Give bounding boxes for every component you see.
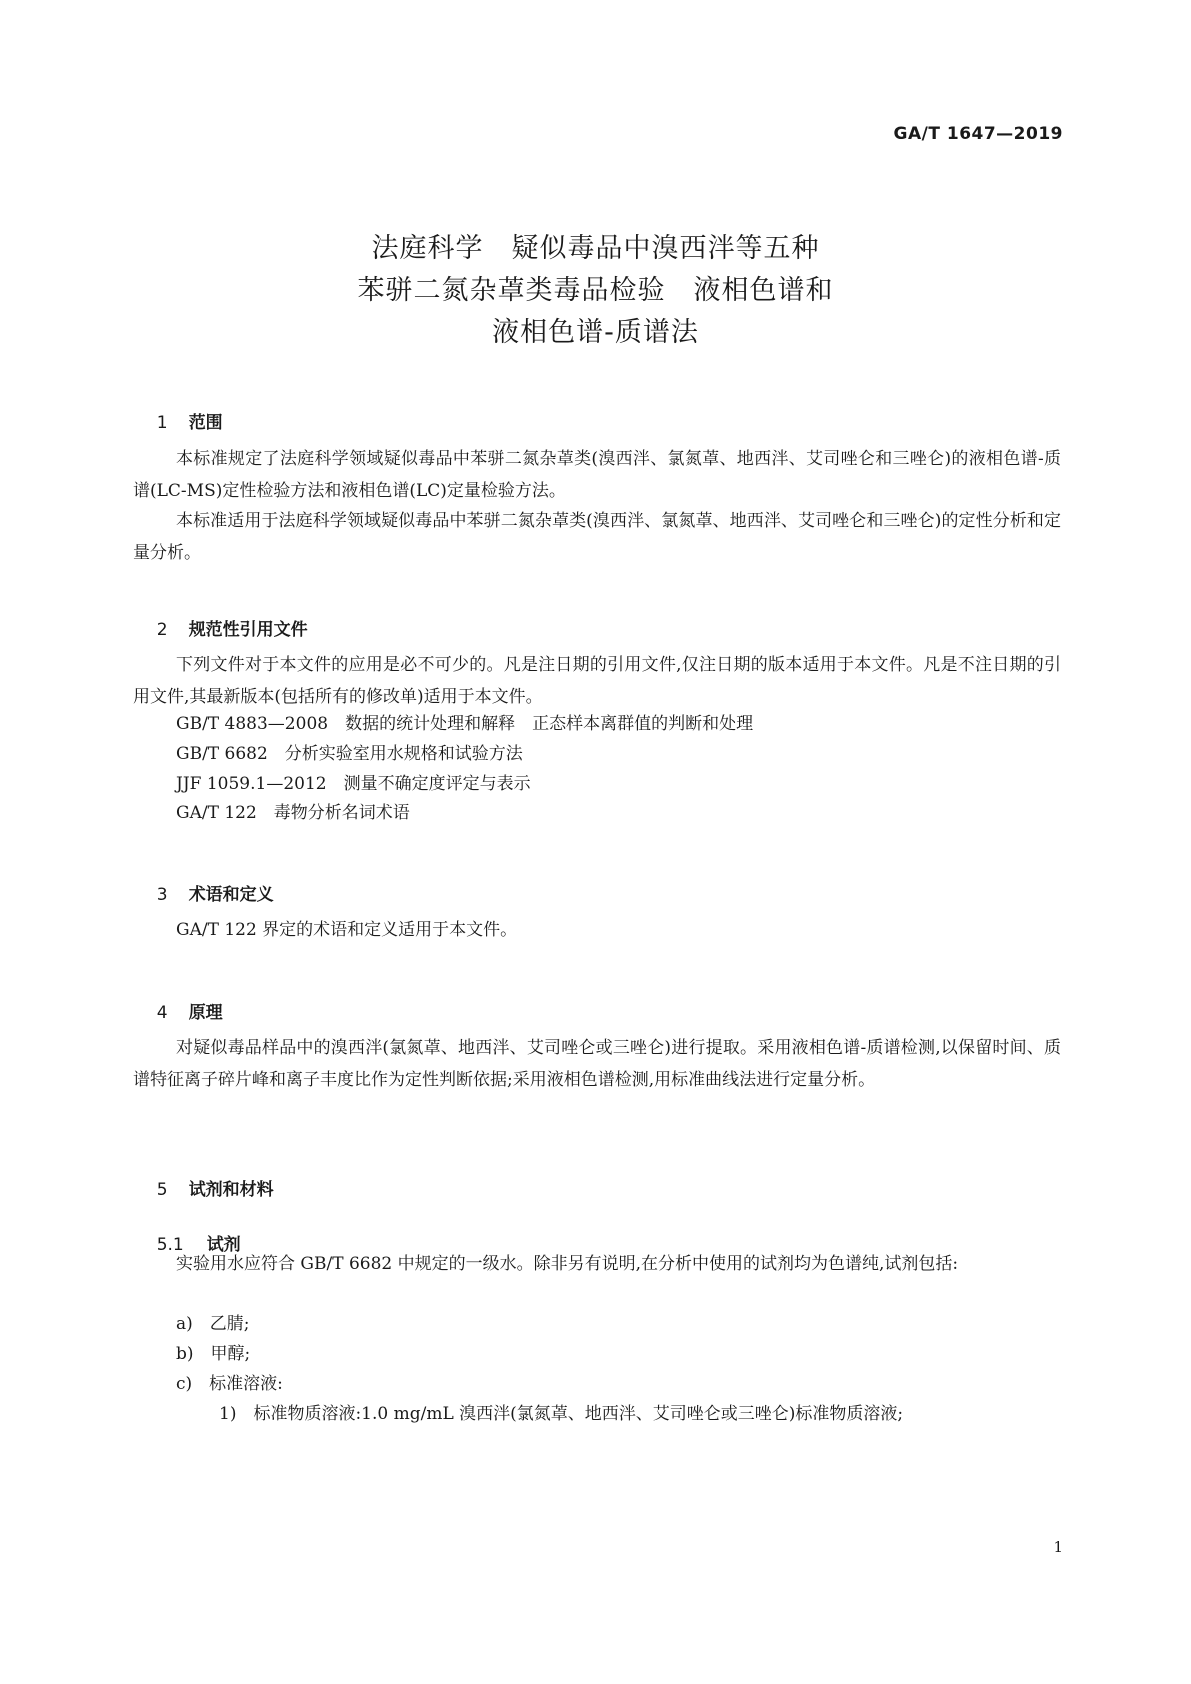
section-number: 4 <box>156 1003 168 1023</box>
page-number: 1 <box>1053 1538 1063 1556</box>
section-5-1-paragraph-1: 实验用水应符合 GB/T 6682 中规定的一级水。除非另有说明,在分析中使用的试剂均为色谱纯,试剂包括: <box>176 1254 959 1274</box>
section-title: 术语和定义 <box>188 885 274 905</box>
section-number: 5.1 <box>156 1235 184 1255</box>
title-line-3: 液相色谱-质谱法 <box>492 317 699 348</box>
section-title: 试剂 <box>206 1235 241 1255</box>
section-4-paragraph-1: 对疑似毒品样品中的溴西泮(氯氮䓬、地西泮、艾司唑仑或三唑仑)进行提取。采用液相色谱-质谱检测,以保留时间、质谱特征离子碎片峰和离子丰度比作为定性判断依据;采用液相色谱检测,用标准曲线法进行定量分析。 <box>133 1038 1061 1090</box>
list-item: c) 标准溶液: <box>176 1374 283 1394</box>
section-number: 5 <box>156 1180 168 1200</box>
reference-item: JJF 1059.1—2012 测量不确定度评定与表示 <box>176 774 531 794</box>
list-item: a) 乙腈; <box>176 1314 250 1334</box>
list-item: b) 甲醇; <box>176 1344 251 1364</box>
standard-code: GA/T 1647—2019 <box>893 124 1063 144</box>
section-2-paragraph-1: 下列文件对于本文件的应用是必不可少的。凡是注日期的引用文件,仅注日期的版本适用于本文件。凡是不注日期的引用文件,其最新版本(包括所有的修改单)适用于本文件。 <box>133 655 1061 707</box>
reference-item: GB/T 4883—2008 数据的统计处理和解释 正态样本离群值的判断和处理 <box>176 714 754 734</box>
title-line-1: 法庭科学 疑似毒品中溴西泮等五种 <box>371 233 820 264</box>
section-title: 范围 <box>188 413 223 433</box>
title-line-2: 苯骈二氮杂䓬类毒品检验 液相色谱和 <box>357 275 834 306</box>
section-3-paragraph-1: GA/T 122 界定的术语和定义适用于本文件。 <box>176 920 518 940</box>
section-number: 1 <box>156 413 168 433</box>
section-title: 试剂和材料 <box>188 1180 274 1200</box>
section-title: 规范性引用文件 <box>188 620 308 640</box>
document-title <box>0 228 1191 354</box>
reference-item: GB/T 6682 分析实验室用水规格和试验方法 <box>176 744 523 764</box>
reference-item: GA/T 122 毒物分析名词术语 <box>176 803 410 823</box>
section-1-paragraph-2: 本标准适用于法庭科学领域疑似毒品中苯骈二氮杂䓬类(溴西泮、氯氮䓬、地西泮、艾司唑仑和三唑仑)的定性分析和定量分析。 <box>133 511 1061 563</box>
section-1-paragraph-1: 本标准规定了法庭科学领域疑似毒品中苯骈二氮杂䓬类(溴西泮、氯氮䓬、地西泮、艾司唑仑和三唑仑)的液相色谱-质谱(LC-MS)定性检验方法和液相色谱(LC)定量检验方法。 <box>133 449 1061 501</box>
sub-list-item: 1) 标准物质溶液:1.0 mg/mL 溴西泮(氯氮䓬、地西泮、艾司唑仑或三唑仑)标准物质溶液; <box>219 1404 904 1424</box>
section-number: 2 <box>156 620 168 640</box>
section-title: 原理 <box>188 1003 223 1023</box>
section-number: 3 <box>156 885 168 905</box>
